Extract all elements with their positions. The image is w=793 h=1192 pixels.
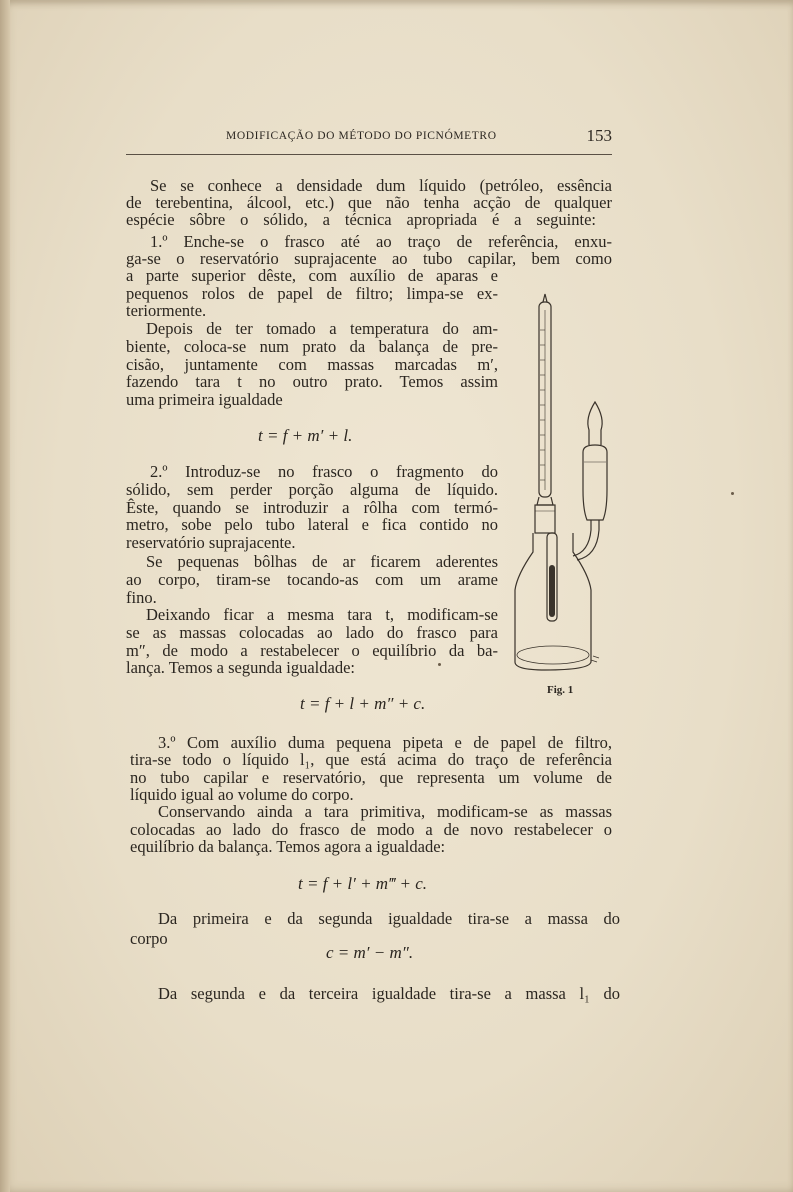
text-line: teriormente. — [126, 301, 207, 320]
text-line: pequenos rolos de papel de filtro; limpa-se ex- — [126, 284, 498, 303]
text-line: espécie sôbre o sólido, a técnica apropriada é a seguinte: — [126, 210, 596, 229]
text-line: no tubo capilar e reservatório, que representa um volume de — [130, 768, 612, 787]
text-line: tira-se todo o líquido l₁, que está acima do traço de referência — [130, 750, 612, 769]
equation-1: t = f + m′ + l. — [258, 426, 353, 445]
text-line: a parte superior dêste, com auxílio de aparas e — [126, 266, 498, 285]
text-line: ao corpo, tiram-se tocando-as com um arame — [126, 570, 498, 589]
header-title: MODIFICAÇÃO DO MÉTODO DO PICNÓMETRO — [226, 130, 497, 142]
text-line: fino. — [126, 588, 157, 607]
text-line: Se pequenas bôlhas de ar ficarem aderentes — [146, 552, 498, 571]
text-line: de terebentina, álcool, etc.) que não tenha acção de qualquer — [126, 193, 612, 212]
text-line: corpo — [130, 929, 168, 948]
text-line: Se se conhece a densidade dum líquido (petróleo, essência — [150, 176, 612, 195]
text-line: 1.º Enche-se o frasco até ao traço de referência, enxu- — [150, 232, 612, 251]
text-line: Da segunda e da terceira igualdade tira-se a massa l₁ do — [158, 984, 620, 1003]
text-line: Êste, quando se introduzir a rôlha com termó- — [126, 498, 498, 517]
text-line: colocadas ao lado do frasco de modo a de novo restabelecer o — [130, 820, 612, 839]
text-line: Da primeira e da segunda igualdade tira-se a massa do — [158, 909, 620, 928]
equation-2: t = f + l + m″ + c. — [300, 694, 426, 713]
running-header — [126, 126, 612, 155]
equation-4: c = m′ − m″. — [326, 943, 414, 962]
text-line: Depois de ter tomado a temperatura do am- — [146, 319, 498, 338]
text-line: uma primeira igualdade — [126, 390, 283, 409]
text-line: líquido igual ao volume do corpo. — [130, 785, 354, 804]
text-line: reservatório suprajacente. — [126, 533, 296, 552]
page-number: 153 — [586, 126, 612, 145]
text-line: Conservando ainda a tara primitiva, modificam-se as massas — [158, 802, 612, 821]
text-line: Deixando ficar a mesma tara t, modificam-se — [146, 605, 498, 624]
page-edge — [0, 0, 10, 1192]
text-line: sólido, sem perder porção alguma de líquido. — [126, 480, 498, 499]
text-line: 3.º Com auxílio duma pequena pipeta e de papel de filtro, — [158, 733, 612, 752]
text-line: m″, de modo a restabelecer o equilíbrio da ba- — [126, 641, 498, 660]
figure-label: Fig. 1 — [547, 684, 574, 696]
text-line: equilíbrio da balança. Temos agora a igualdade: — [130, 837, 446, 856]
pycnometer-illustration — [505, 290, 630, 680]
text-line: cisão, juntamente com massas marcadas m′, — [126, 355, 498, 374]
text-line: biente, coloca-se num prato da balança de pre- — [126, 337, 498, 356]
speck — [438, 663, 441, 666]
text-line: metro, sobe pelo tubo lateral e fica contido no — [126, 515, 498, 534]
text-line: ga-se o reservatório suprajacente ao tubo capilar, bem como — [126, 249, 612, 268]
text-line: se as massas colocadas ao lado do frasco para — [126, 623, 498, 642]
text-line: 2.º Introduz-se no frasco o fragmento do — [150, 462, 498, 481]
equation-3: t = f + l′ + m‴ + c. — [298, 874, 427, 893]
text-line: lança. Temos a segunda igualdade: — [126, 658, 356, 677]
text-line: fazendo tara t no outro prato. Temos assim — [126, 372, 498, 391]
speck — [731, 492, 734, 495]
